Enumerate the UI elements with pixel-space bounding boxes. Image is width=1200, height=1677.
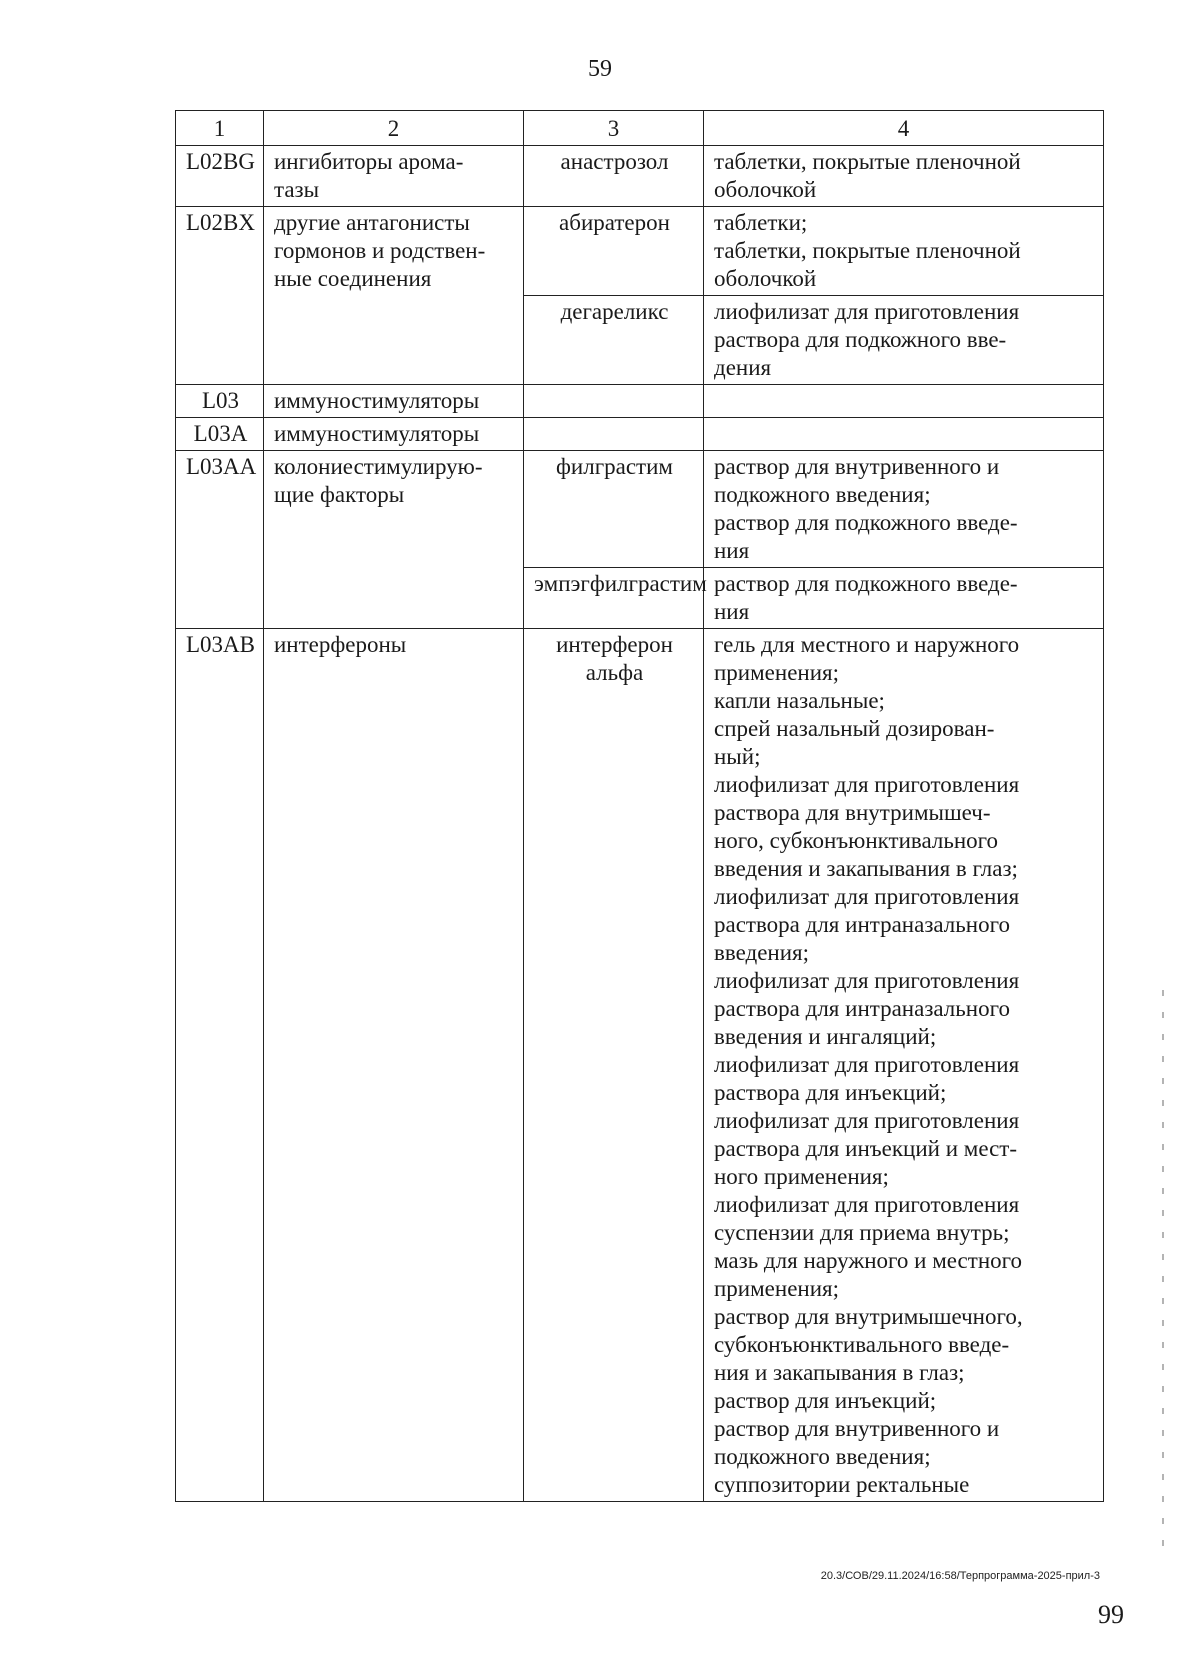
dosage-form-line: раствор для подкожного введе- <box>714 571 1018 596</box>
group-text-line: иммуностимуляторы <box>274 421 480 446</box>
dosage-form-cell <box>704 418 1104 451</box>
dosage-form-line: таблетки, покрытые пленочной <box>714 149 1021 174</box>
dosage-form-line: субконъюнктивального введе- <box>714 1332 1010 1357</box>
drug-name-line: интерферон <box>556 632 673 657</box>
drug-name-line: дегареликс <box>560 299 669 324</box>
dosage-form-line: оболочкой <box>714 177 817 202</box>
dosage-form-line: лиофилизат для приготовления <box>714 772 1020 797</box>
atc-code-cell: L02BG <box>176 146 264 207</box>
drug-name-cell <box>524 207 704 296</box>
anatomical-group-cell <box>264 629 524 1502</box>
dosage-form-line: оболочкой <box>714 266 817 291</box>
drug-name-cell <box>524 296 704 385</box>
dosage-form-line: спрей назальный дозирован- <box>714 716 995 741</box>
dosage-form-line: ного применения; <box>714 1164 889 1189</box>
anatomical-group-cell <box>264 146 524 207</box>
drug-name-line: эмпэгфилграстим <box>534 571 707 596</box>
dosage-form-line: суспензии для приема внутрь; <box>714 1220 1010 1245</box>
dosage-form-line: дения <box>714 355 772 380</box>
dosage-form-line: раствора для внутримышеч- <box>714 800 991 825</box>
header-cell: 3 <box>524 111 704 146</box>
dosage-form-line: ния и закапывания в глаз; <box>714 1360 965 1385</box>
drug-name-cell <box>524 568 707 629</box>
table-header-row <box>176 111 1104 146</box>
drug-name-line: филграстим <box>556 454 673 479</box>
dosage-form-cell <box>704 629 1104 1502</box>
anatomical-group-cell <box>264 385 524 418</box>
drug-name-line: альфа <box>585 660 644 685</box>
atc-code-cell: L03AA <box>176 451 264 629</box>
dosage-form-line: лиофилизат для приготовления <box>714 1192 1020 1217</box>
scan-margin-mark <box>1162 990 1164 1550</box>
group-text-line: ные соединения <box>274 266 432 291</box>
drug-name-cell <box>524 385 704 418</box>
dosage-form-line: ния <box>714 599 750 624</box>
dosage-form-line: применения; <box>714 660 839 685</box>
page-number-bottom: 99 <box>1098 1600 1124 1629</box>
dosage-form-line: раствора для инъекций; <box>714 1080 947 1105</box>
dosage-form-line: ного, субконъюнктивального <box>714 828 999 853</box>
atc-code-cell: L03A <box>176 418 264 451</box>
dosage-form-line: введения и ингаляций; <box>714 1024 937 1049</box>
dosage-form-line: лиофилизат для приготовления <box>714 299 1020 324</box>
dosage-form-line: лиофилизат для приготовления <box>714 968 1020 993</box>
dosage-form-cell <box>704 385 1104 418</box>
header-cell: 4 <box>704 111 1104 146</box>
dosage-form-line: лиофилизат для приготовления <box>714 884 1020 909</box>
group-text-line: щие факторы <box>274 482 405 507</box>
dosage-form-line: раствор для инъекций; <box>714 1388 937 1413</box>
dosage-form-line: раствора для инъекций и мест- <box>714 1136 1018 1161</box>
anatomical-group-cell <box>264 451 524 629</box>
table-row <box>176 146 1104 207</box>
atc-code-cell: L03AB <box>176 629 264 1502</box>
group-text-line: колониестимулирую- <box>274 454 483 479</box>
dosage-form-line: раствора для интраназального <box>714 996 1010 1021</box>
table-row <box>176 418 1104 451</box>
dosage-form-line: введения; <box>714 940 809 965</box>
anatomical-group-cell <box>264 418 524 451</box>
dosage-form-line: подкожного введения; <box>714 482 931 507</box>
dosage-form-cell <box>704 568 1104 629</box>
dosage-form-line: подкожного введения; <box>714 1444 931 1469</box>
group-text-line: тазы <box>274 177 320 202</box>
dosage-form-line: таблетки, покрытые пленочной <box>714 238 1021 263</box>
dosage-form-line: раствора для подкожного вве- <box>714 327 1007 352</box>
drug-name-cell <box>524 146 704 207</box>
atc-code-cell: L03 <box>176 385 264 418</box>
table-row <box>176 629 1104 1502</box>
dosage-form-line: ния <box>714 538 750 563</box>
group-text-line: гормонов и родствен- <box>274 238 486 263</box>
group-text-line: ингибиторы арома- <box>274 149 464 174</box>
atc-code-cell: L02BX <box>176 207 264 385</box>
drug-name-line: анастрозол <box>560 149 669 174</box>
table-row <box>176 207 1104 296</box>
dosage-form-line: раствор для внутримышечного, <box>714 1304 1023 1329</box>
drug-name-line: абиратерон <box>559 210 670 235</box>
drug-name-cell <box>524 451 704 568</box>
drug-name-cell <box>524 418 704 451</box>
document-stamp: 20.3/СОВ/29.11.2024/16:58/Терпрограмма-2025-прил-3 <box>820 1570 1100 1582</box>
drug-classification-table <box>175 110 1104 1502</box>
dosage-form-line: капли назальные; <box>714 688 885 713</box>
dosage-form-line: введения и закапывания в глаз; <box>714 856 1018 881</box>
anatomical-group-cell <box>264 207 524 385</box>
page-number-top: 59 <box>588 56 612 82</box>
group-text-line: другие антагонисты <box>274 210 470 235</box>
dosage-form-line: раствора для интраназального <box>714 912 1010 937</box>
dosage-form-line: таблетки; <box>714 210 808 235</box>
table-row <box>176 385 1104 418</box>
dosage-form-line: лиофилизат для приготовления <box>714 1108 1020 1133</box>
dosage-form-line: мазь для наружного и местного <box>714 1248 1022 1273</box>
group-text-line: интерфероны <box>274 632 407 657</box>
header-cell: 2 <box>264 111 524 146</box>
drug-name-cell <box>524 629 704 1502</box>
dosage-form-line: гель для местного и наружного <box>714 632 1020 657</box>
dosage-form-line: лиофилизат для приготовления <box>714 1052 1020 1077</box>
dosage-form-cell <box>704 146 1104 207</box>
dosage-form-line: суппозитории ректальные <box>714 1472 970 1497</box>
group-text-line: иммуностимуляторы <box>274 388 480 413</box>
dosage-form-cell <box>704 207 1104 296</box>
dosage-form-cell <box>704 451 1104 568</box>
dosage-form-line: раствор для подкожного введе- <box>714 510 1018 535</box>
dosage-form-line: ный; <box>714 744 761 769</box>
dosage-form-line: раствор для внутривенного и <box>714 454 1000 479</box>
table-row <box>176 451 1104 568</box>
header-cell: 1 <box>176 111 264 146</box>
dosage-form-cell <box>704 296 1104 385</box>
dosage-form-line: применения; <box>714 1276 839 1301</box>
dosage-form-line: раствор для внутривенного и <box>714 1416 1000 1441</box>
